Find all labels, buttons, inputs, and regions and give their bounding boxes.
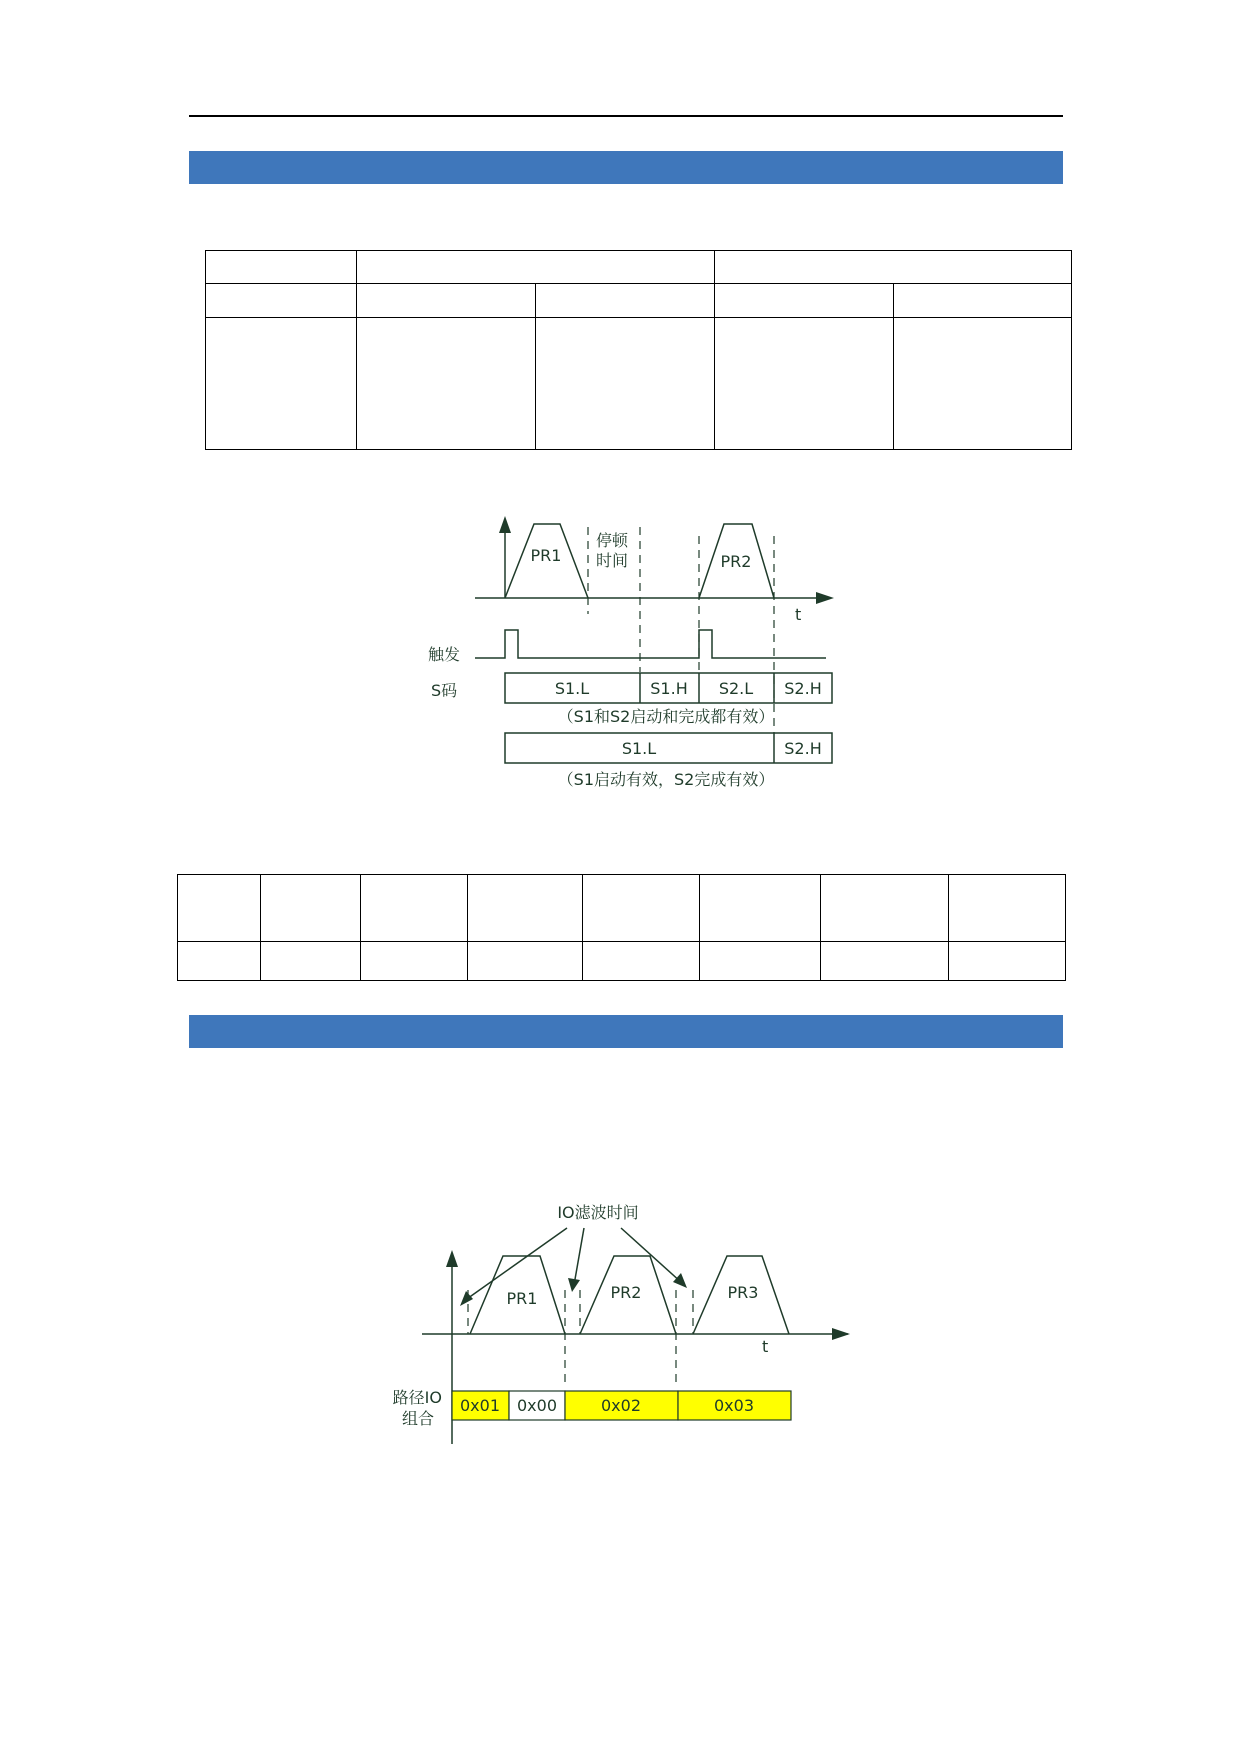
table-cell <box>700 875 821 942</box>
y-axis-arrow <box>499 516 511 533</box>
x-axis-arrow <box>816 592 834 604</box>
combo-label-line1: 路径IO <box>392 1388 442 1407</box>
combo-cell: 0x02 <box>600 1396 642 1415</box>
table-cell <box>261 875 361 942</box>
table-2 <box>177 874 1066 981</box>
pr2-label: PR2 <box>720 552 752 571</box>
combo-cell: 0x01 <box>459 1396 501 1415</box>
table-cell <box>583 942 700 981</box>
trigger-label: 触发 <box>428 645 461 664</box>
trigger-signal <box>475 630 826 658</box>
scode-label: S码 <box>431 681 458 700</box>
table-cell <box>949 875 1066 942</box>
row1-caption: （S1和S2启动和完成都有效） <box>557 707 775 726</box>
scode-row-2 <box>505 733 832 763</box>
row2-caption: （S1启动有效，S2完成有效） <box>557 770 775 789</box>
scode-cell: S1.L <box>621 739 657 758</box>
scode-cell: S1.L <box>554 679 590 698</box>
table-cell <box>361 942 468 981</box>
combo-cell: 0x03 <box>713 1396 755 1415</box>
filter-time-label: IO滤波时间 <box>557 1203 639 1222</box>
filter-pointer <box>574 1228 584 1285</box>
table-row <box>178 875 1066 942</box>
x-axis-arrow <box>832 1328 850 1340</box>
table-cell <box>468 942 583 981</box>
table-cell <box>361 875 468 942</box>
scode-cell: S2.L <box>718 679 754 698</box>
table-cell <box>821 875 949 942</box>
pr2-label: PR2 <box>610 1283 642 1302</box>
scode-cell: S1.H <box>650 679 688 698</box>
combo-cell: 0x00 <box>516 1396 558 1415</box>
scode-cell: S2.H <box>784 739 822 758</box>
combo-label-line2: 组合 <box>401 1409 434 1428</box>
dwell-label-line2: 时间 <box>596 551 629 570</box>
arrow-head <box>460 1291 473 1306</box>
table-cell <box>178 942 261 981</box>
table-row <box>178 942 1066 981</box>
axis-t-label: t <box>795 605 802 624</box>
scode-cell: S2.H <box>784 679 822 698</box>
y-axis-arrow <box>446 1250 458 1267</box>
table-cell <box>821 942 949 981</box>
table-cell <box>700 942 821 981</box>
table-cell <box>949 942 1066 981</box>
axis-t-label: t <box>762 1337 769 1356</box>
table-cell <box>261 942 361 981</box>
arrow-head <box>568 1278 580 1292</box>
pr1-label: PR1 <box>506 1289 538 1308</box>
table-cell <box>468 875 583 942</box>
dwell-label-line1: 停顿 <box>596 531 629 550</box>
arrow-head <box>673 1273 687 1288</box>
pr3-label: PR3 <box>727 1283 759 1302</box>
table-cell <box>178 875 261 942</box>
pr1-label: PR1 <box>530 546 562 565</box>
table-cell <box>583 875 700 942</box>
